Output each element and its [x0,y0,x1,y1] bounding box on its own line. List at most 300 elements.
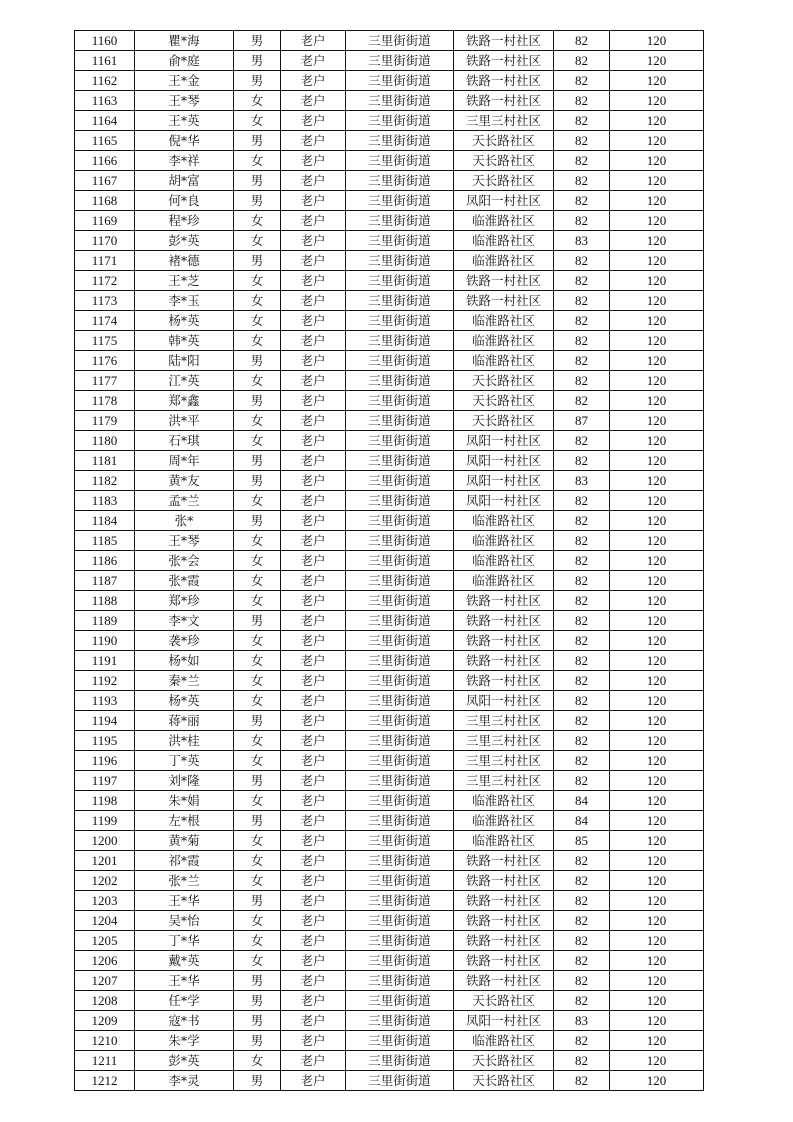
name-cell: 李*祥 [135,151,234,171]
serial-number-cell: 1211 [75,1051,135,1071]
name-cell: 杨*英 [135,691,234,711]
table-row [75,131,704,151]
serial-number-cell: 1186 [75,551,135,571]
amount-cell: 120 [610,1031,704,1051]
name-cell: 任*学 [135,991,234,1011]
gender-cell: 男 [234,251,281,271]
household-type-cell: 老户 [281,731,346,751]
table-row [75,371,704,391]
gender-cell: 女 [234,371,281,391]
age-cell: 82 [554,191,610,211]
serial-number-cell: 1195 [75,731,135,751]
subdistrict-cell: 三里街街道 [346,31,454,51]
household-type-cell: 老户 [281,351,346,371]
community-cell: 天长路社区 [454,391,554,411]
subdistrict-cell: 三里街街道 [346,1071,454,1091]
subdistrict-cell: 三里街街道 [346,771,454,791]
age-cell: 85 [554,831,610,851]
amount-cell: 120 [610,491,704,511]
household-type-cell: 老户 [281,231,346,251]
gender-cell: 男 [234,811,281,831]
name-cell: 李*灵 [135,1071,234,1091]
name-cell: 张*兰 [135,871,234,891]
table-row [75,31,704,51]
subdistrict-cell: 三里街街道 [346,331,454,351]
household-type-cell: 老户 [281,851,346,871]
table-row [75,511,704,531]
household-type-cell: 老户 [281,551,346,571]
subdistrict-cell: 三里街街道 [346,631,454,651]
name-cell: 祁*霞 [135,851,234,871]
subdistrict-cell: 三里街街道 [346,391,454,411]
community-cell: 天长路社区 [454,151,554,171]
household-type-cell: 老户 [281,871,346,891]
name-cell: 李*玉 [135,291,234,311]
community-cell: 铁路一村社区 [454,611,554,631]
subdistrict-cell: 三里街街道 [346,971,454,991]
gender-cell: 女 [234,631,281,651]
name-cell: 寇*书 [135,1011,234,1031]
name-cell: 程*珍 [135,211,234,231]
name-cell: 洪*桂 [135,731,234,751]
serial-number-cell: 1187 [75,571,135,591]
community-cell: 临淮路社区 [454,231,554,251]
serial-number-cell: 1176 [75,351,135,371]
amount-cell: 120 [610,911,704,931]
community-cell: 临淮路社区 [454,791,554,811]
name-cell: 杨*英 [135,311,234,331]
name-cell: 彭*英 [135,231,234,251]
amount-cell: 120 [610,711,704,731]
community-cell: 三里三村社区 [454,751,554,771]
serial-number-cell: 1196 [75,751,135,771]
gender-cell: 女 [234,791,281,811]
amount-cell: 120 [610,271,704,291]
name-cell: 何*良 [135,191,234,211]
table-row [75,731,704,751]
household-type-cell: 老户 [281,611,346,631]
subdistrict-cell: 三里街街道 [346,591,454,611]
table-row [75,1011,704,1031]
age-cell: 82 [554,31,610,51]
serial-number-cell: 1205 [75,931,135,951]
age-cell: 82 [554,391,610,411]
name-cell: 黄*友 [135,471,234,491]
table-row [75,551,704,571]
amount-cell: 120 [610,291,704,311]
table-row [75,1031,704,1051]
subdistrict-cell: 三里街街道 [346,951,454,971]
table-row [75,411,704,431]
name-cell: 瞿*海 [135,31,234,51]
age-cell: 82 [554,331,610,351]
household-type-cell: 老户 [281,591,346,611]
age-cell: 83 [554,231,610,251]
gender-cell: 男 [234,451,281,471]
table-row [75,111,704,131]
gender-cell: 女 [234,591,281,611]
name-cell: 洪*平 [135,411,234,431]
age-cell: 82 [554,691,610,711]
gender-cell: 男 [234,391,281,411]
amount-cell: 120 [610,151,704,171]
table-row [75,351,704,371]
table-row [75,91,704,111]
table-row [75,451,704,471]
subdistrict-cell: 三里街街道 [346,271,454,291]
household-type-cell: 老户 [281,991,346,1011]
amount-cell: 120 [610,791,704,811]
name-cell: 孟*兰 [135,491,234,511]
name-cell: 李*文 [135,611,234,631]
community-cell: 临淮路社区 [454,351,554,371]
age-cell: 82 [554,631,610,651]
subdistrict-cell: 三里街街道 [346,251,454,271]
age-cell: 82 [554,551,610,571]
age-cell: 82 [554,611,610,631]
table-row [75,471,704,491]
amount-cell: 120 [610,751,704,771]
age-cell: 82 [554,351,610,371]
gender-cell: 女 [234,951,281,971]
serial-number-cell: 1182 [75,471,135,491]
subdistrict-cell: 三里街街道 [346,451,454,471]
community-cell: 三里三村社区 [454,731,554,751]
community-cell: 临淮路社区 [454,511,554,531]
household-type-cell: 老户 [281,31,346,51]
household-type-cell: 老户 [281,911,346,931]
age-cell: 84 [554,791,610,811]
name-cell: 张*会 [135,551,234,571]
amount-cell: 120 [610,311,704,331]
household-type-cell: 老户 [281,951,346,971]
age-cell: 82 [554,91,610,111]
household-type-cell: 老户 [281,891,346,911]
household-type-cell: 老户 [281,771,346,791]
gender-cell: 女 [234,1051,281,1071]
name-cell: 杨*如 [135,651,234,671]
gender-cell: 男 [234,171,281,191]
community-cell: 三里三村社区 [454,711,554,731]
serial-number-cell: 1200 [75,831,135,851]
subdistrict-cell: 三里街街道 [346,871,454,891]
age-cell: 82 [554,171,610,191]
household-type-cell: 老户 [281,91,346,111]
amount-cell: 120 [610,71,704,91]
serial-number-cell: 1184 [75,511,135,531]
household-type-cell: 老户 [281,691,346,711]
name-cell: 吴*怡 [135,911,234,931]
community-cell: 临淮路社区 [454,331,554,351]
household-type-cell: 老户 [281,271,346,291]
table-row [75,191,704,211]
gender-cell: 男 [234,31,281,51]
serial-number-cell: 1194 [75,711,135,731]
household-type-cell: 老户 [281,51,346,71]
amount-cell: 120 [610,551,704,571]
gender-cell: 男 [234,51,281,71]
table-row [75,871,704,891]
community-cell: 铁路一村社区 [454,671,554,691]
name-cell: 彭*英 [135,1051,234,1071]
amount-cell: 120 [610,851,704,871]
amount-cell: 120 [610,211,704,231]
serial-number-cell: 1212 [75,1071,135,1091]
age-cell: 82 [554,951,610,971]
amount-cell: 120 [610,891,704,911]
table-row [75,691,704,711]
age-cell: 82 [554,491,610,511]
community-cell: 天长路社区 [454,371,554,391]
serial-number-cell: 1193 [75,691,135,711]
table-row [75,851,704,871]
subdistrict-cell: 三里街街道 [346,291,454,311]
name-cell: 丁*英 [135,751,234,771]
subdistrict-cell: 三里街街道 [346,211,454,231]
household-type-cell: 老户 [281,331,346,351]
amount-cell: 120 [610,431,704,451]
gender-cell: 男 [234,991,281,1011]
amount-cell: 120 [610,471,704,491]
name-cell: 王*英 [135,111,234,131]
subdistrict-cell: 三里街街道 [346,991,454,1011]
gender-cell: 女 [234,411,281,431]
age-cell: 82 [554,931,610,951]
subdistrict-cell: 三里街街道 [346,611,454,631]
community-cell: 铁路一村社区 [454,631,554,651]
table-row [75,771,704,791]
gender-cell: 女 [234,211,281,231]
amount-cell: 120 [610,951,704,971]
name-cell: 石*琪 [135,431,234,451]
name-cell: 陆*阳 [135,351,234,371]
table-row [75,971,704,991]
name-cell: 郑*珍 [135,591,234,611]
gender-cell: 女 [234,691,281,711]
table-row [75,151,704,171]
age-cell: 82 [554,371,610,391]
gender-cell: 男 [234,1071,281,1091]
amount-cell: 120 [610,771,704,791]
table-row [75,631,704,651]
age-cell: 82 [554,731,610,751]
community-cell: 铁路一村社区 [454,51,554,71]
serial-number-cell: 1183 [75,491,135,511]
name-cell: 胡*富 [135,171,234,191]
table-row [75,791,704,811]
serial-number-cell: 1188 [75,591,135,611]
gender-cell: 男 [234,771,281,791]
household-type-cell: 老户 [281,311,346,331]
serial-number-cell: 1161 [75,51,135,71]
household-type-cell: 老户 [281,371,346,391]
serial-number-cell: 1173 [75,291,135,311]
subdistrict-cell: 三里街街道 [346,171,454,191]
serial-number-cell: 1192 [75,671,135,691]
age-cell: 87 [554,411,610,431]
subdistrict-cell: 三里街街道 [346,1011,454,1031]
household-type-cell: 老户 [281,1071,346,1091]
gender-cell: 男 [234,131,281,151]
table-row [75,891,704,911]
serial-number-cell: 1172 [75,271,135,291]
table-row [75,911,704,931]
age-cell: 83 [554,1011,610,1031]
community-cell: 铁路一村社区 [454,891,554,911]
gender-cell: 女 [234,571,281,591]
age-cell: 82 [554,71,610,91]
household-type-cell: 老户 [281,491,346,511]
household-type-cell: 老户 [281,71,346,91]
subdistrict-cell: 三里街街道 [346,471,454,491]
subdistrict-cell: 三里街街道 [346,371,454,391]
household-type-cell: 老户 [281,831,346,851]
subdistrict-cell: 三里街街道 [346,851,454,871]
age-cell: 82 [554,151,610,171]
gender-cell: 女 [234,431,281,451]
serial-number-cell: 1209 [75,1011,135,1031]
amount-cell: 120 [610,1011,704,1031]
age-cell: 82 [554,911,610,931]
name-cell: 袭*珍 [135,631,234,651]
gender-cell: 女 [234,531,281,551]
household-type-cell: 老户 [281,131,346,151]
amount-cell: 120 [610,191,704,211]
roster-table-container [74,30,704,1091]
household-type-cell: 老户 [281,971,346,991]
amount-cell: 120 [610,991,704,1011]
household-type-cell: 老户 [281,711,346,731]
age-cell: 82 [554,251,610,271]
name-cell: 王*华 [135,891,234,911]
serial-number-cell: 1191 [75,651,135,671]
household-type-cell: 老户 [281,431,346,451]
table-row [75,651,704,671]
serial-number-cell: 1170 [75,231,135,251]
serial-number-cell: 1198 [75,791,135,811]
subdistrict-cell: 三里街街道 [346,911,454,931]
amount-cell: 120 [610,691,704,711]
community-cell: 铁路一村社区 [454,591,554,611]
community-cell: 临淮路社区 [454,811,554,831]
community-cell: 天长路社区 [454,1071,554,1091]
age-cell: 82 [554,851,610,871]
name-cell: 王*华 [135,971,234,991]
subdistrict-cell: 三里街街道 [346,191,454,211]
subdistrict-cell: 三里街街道 [346,831,454,851]
serial-number-cell: 1202 [75,871,135,891]
amount-cell: 120 [610,1051,704,1071]
serial-number-cell: 1165 [75,131,135,151]
subdistrict-cell: 三里街街道 [346,511,454,531]
serial-number-cell: 1179 [75,411,135,431]
subdistrict-cell: 三里街街道 [346,351,454,371]
subdistrict-cell: 三里街街道 [346,111,454,131]
table-row [75,831,704,851]
household-type-cell: 老户 [281,291,346,311]
age-cell: 82 [554,111,610,131]
household-type-cell: 老户 [281,411,346,431]
gender-cell: 女 [234,291,281,311]
age-cell: 82 [554,531,610,551]
serial-number-cell: 1167 [75,171,135,191]
community-cell: 铁路一村社区 [454,951,554,971]
subdistrict-cell: 三里街街道 [346,691,454,711]
age-cell: 82 [554,591,610,611]
community-cell: 凤阳一村社区 [454,431,554,451]
gender-cell: 男 [234,611,281,631]
amount-cell: 120 [610,91,704,111]
amount-cell: 120 [610,251,704,271]
amount-cell: 120 [610,231,704,251]
community-cell: 凤阳一村社区 [454,691,554,711]
table-row [75,991,704,1011]
subdistrict-cell: 三里街街道 [346,411,454,431]
table-row [75,751,704,771]
table-row [75,311,704,331]
name-cell: 郑*鑫 [135,391,234,411]
name-cell: 王*琴 [135,91,234,111]
amount-cell: 120 [610,671,704,691]
table-row [75,271,704,291]
community-cell: 凤阳一村社区 [454,471,554,491]
subdistrict-cell: 三里街街道 [346,811,454,831]
serial-number-cell: 1178 [75,391,135,411]
gender-cell: 男 [234,891,281,911]
community-cell: 铁路一村社区 [454,971,554,991]
table-row [75,51,704,71]
subdistrict-cell: 三里街街道 [346,651,454,671]
age-cell: 82 [554,991,610,1011]
gender-cell: 女 [234,271,281,291]
table-row [75,231,704,251]
gender-cell: 女 [234,871,281,891]
age-cell: 82 [554,211,610,231]
table-row [75,431,704,451]
roster-table-body [75,31,704,1091]
community-cell: 铁路一村社区 [454,851,554,871]
age-cell: 82 [554,1071,610,1091]
gender-cell: 男 [234,971,281,991]
gender-cell: 女 [234,931,281,951]
subdistrict-cell: 三里街街道 [346,891,454,911]
amount-cell: 120 [610,411,704,431]
serial-number-cell: 1169 [75,211,135,231]
serial-number-cell: 1190 [75,631,135,651]
amount-cell: 120 [610,591,704,611]
community-cell: 临淮路社区 [454,1031,554,1051]
subdistrict-cell: 三里街街道 [346,731,454,751]
subdistrict-cell: 三里街街道 [346,431,454,451]
serial-number-cell: 1175 [75,331,135,351]
serial-number-cell: 1197 [75,771,135,791]
gender-cell: 女 [234,831,281,851]
age-cell: 82 [554,711,610,731]
name-cell: 张*霞 [135,571,234,591]
age-cell: 82 [554,1031,610,1051]
table-row [75,171,704,191]
table-row [75,711,704,731]
community-cell: 临淮路社区 [454,571,554,591]
subdistrict-cell: 三里街街道 [346,51,454,71]
household-type-cell: 老户 [281,811,346,831]
gender-cell: 女 [234,331,281,351]
name-cell: 韩*英 [135,331,234,351]
subdistrict-cell: 三里街街道 [346,931,454,951]
roster-table [74,30,704,1091]
table-row [75,931,704,951]
table-row [75,71,704,91]
